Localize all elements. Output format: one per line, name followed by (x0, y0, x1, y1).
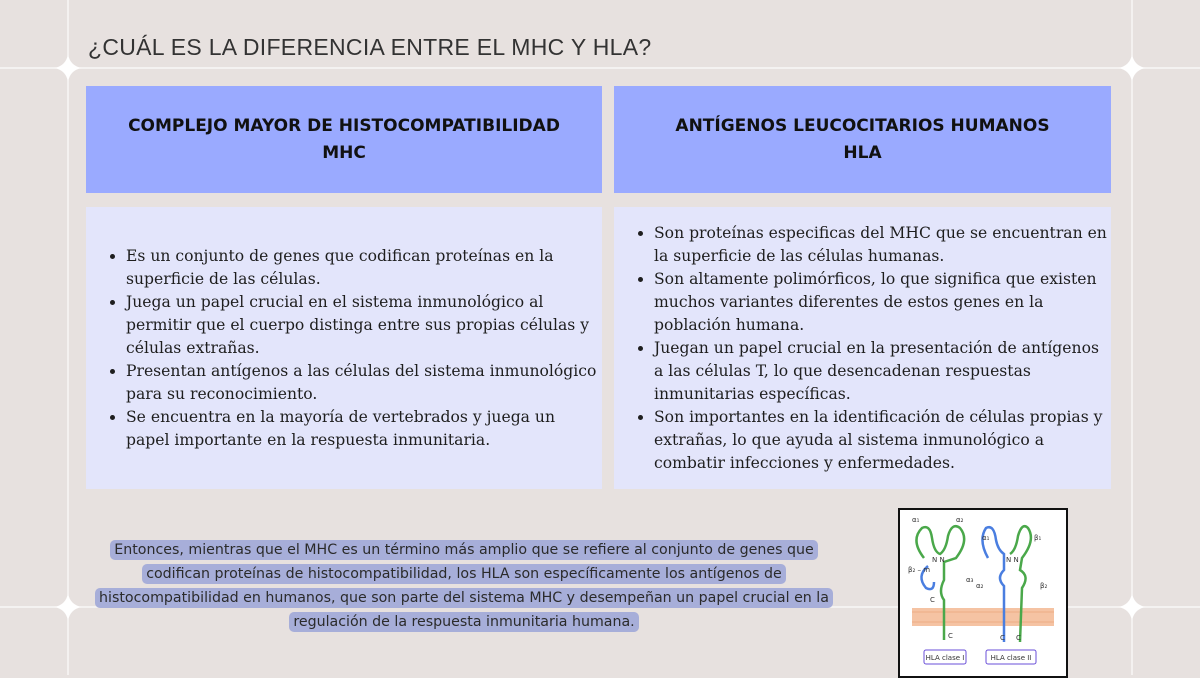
mhc-point: • Es un conjunto de genes que codifican proteínas en la superficie de las células. (126, 245, 602, 291)
mhc-point: • Juega un papel crucial en el sistema inmunológico al permitir que el cuerpo distinga entre sus propias células y células extrañas. (126, 291, 602, 360)
label-c-bottom-right: C (1016, 634, 1021, 642)
label-c-bottom-mid: C (1000, 634, 1005, 642)
mhc-point-list (86, 245, 602, 452)
label-b2-right: β₂ (1040, 582, 1048, 590)
hla-point: • Son altamente polimórficos, lo que significa que existen muchos variantes diferentes de estos genes en la población humana. (654, 268, 1111, 337)
summary-text: Entonces, mientras que el MHC es un término más amplio que se refiere al conjunto de genes que codifican proteínas de histocompatibilidad, los HLA son específicamente los antígenos de histocompatibilidad en humanos, que son parte del sistema MHC y desempeñan un papel crucial en la regulación de la respuesta inmunitaria humana. (95, 540, 833, 632)
label-a1-right: α₁ (982, 534, 990, 542)
mhc-heading-box (86, 86, 602, 193)
sparkle-icon (54, 593, 82, 621)
hla-point: • Juegan un papel crucial en la presentación de antígenos a las células T, lo que desencadenan respuestas inmunitarias específicas. (654, 337, 1111, 406)
mhc-heading-line1: COMPLEJO MAYOR DE HISTOCOMPATIBILIDAD (128, 115, 560, 136)
mhc-heading-line2: MHC (322, 142, 366, 163)
summary-paragraph (84, 538, 844, 634)
label-a2-right: α₂ (976, 582, 984, 590)
label-a1-left: α₁ (912, 516, 920, 524)
label-c-left: C (930, 596, 935, 604)
mhc-description-box (86, 207, 602, 489)
mhc-point: • Presentan antígenos a las células del sistema inmunológico para su reconocimiento. (126, 360, 602, 406)
label-n-left: N N (932, 556, 945, 564)
hla-description-box (614, 207, 1111, 489)
hla-heading-line1: ANTÍGENOS LEUCOCITARIOS HUMANOS (675, 115, 1050, 136)
sparkle-icon (1118, 54, 1146, 82)
label-b2m: β₂ – m (908, 566, 931, 574)
hla-point: • Son proteínas especificas del MHC que se encuentran en la superficie de las células humanas. (654, 222, 1111, 268)
sparkle-icon (1118, 593, 1146, 621)
label-n-right: N N (1006, 556, 1019, 564)
legend-hla-class2: HLA clase II (990, 654, 1032, 662)
slide-title: ¿CUÁL ES LA DIFERENCIA ENTRE EL MHC Y HLA? (88, 34, 652, 60)
mhc-point: • Se encuentra en la mayoría de vertebrados y juega un papel importante en la respuesta inmunitaria. (126, 406, 602, 452)
hla-point: • Son importantes en la identificación de células propias y extrañas, lo que ayuda al sistema inmunológico a combatir infecciones y enfermedades. (654, 406, 1111, 475)
label-b1-right: β₁ (1034, 534, 1042, 542)
hla-heading-box (614, 86, 1111, 193)
hla-point-list (614, 222, 1111, 475)
sparkle-icon (54, 54, 82, 82)
legend-hla-class1: HLA clase I (925, 654, 965, 662)
hla-heading-line2: HLA (843, 142, 882, 163)
label-c-bottom-left: C (948, 632, 953, 640)
label-a2-left: α₂ (956, 516, 964, 524)
cell-membrane (912, 608, 1054, 626)
hla-structure-diagram (898, 508, 1068, 678)
label-a3: α₃ (966, 576, 974, 584)
